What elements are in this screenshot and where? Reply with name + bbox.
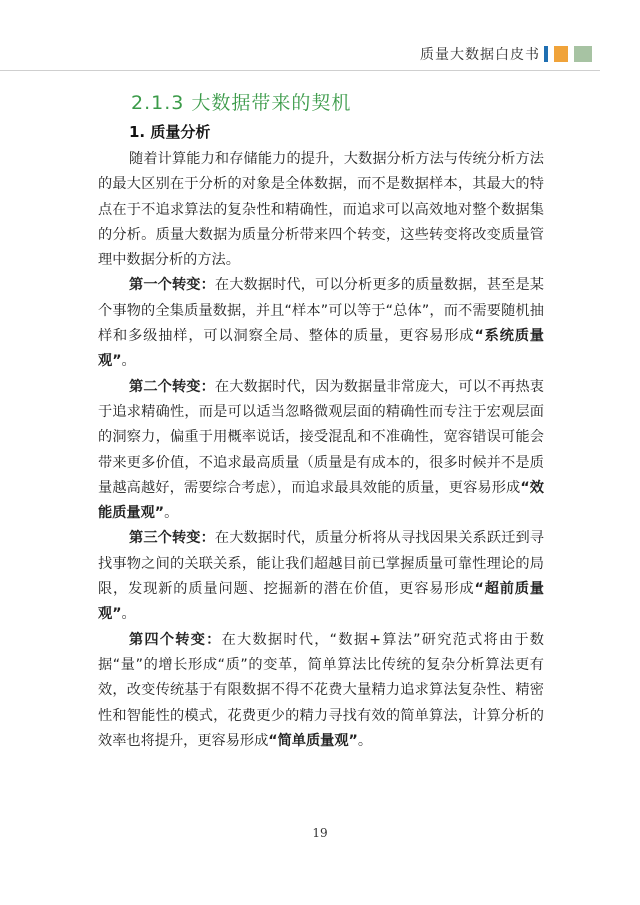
shift-emphasis: “超前质量观” [98, 581, 544, 623]
shift-text: 在大数据时代，质量分析将从寻找因果关系跃迁到寻找事物之间的关联关系，能让我们超越目前已掌握质量可靠性理论的局限，发现新的质量问题、挖掘新的潜在价值，更容易形成 [98, 530, 544, 598]
shift-label: 第二个转变： [129, 378, 215, 395]
blue-bar-decoration [544, 46, 548, 62]
subsection-title: 1. 质量分析 [129, 123, 211, 141]
shift-emphasis: “效能质量观” [98, 479, 544, 522]
body-text [98, 147, 544, 754]
shift-label: 第四个转变： [129, 631, 222, 648]
shift-label: 第一个转变： [129, 277, 215, 294]
shift-label: 第三个转变： [129, 530, 215, 547]
header-title: 质量大数据白皮书 [420, 47, 540, 63]
page-header [0, 0, 640, 72]
section-title: 2.1.3 大数据带来的契机 [131, 92, 352, 114]
shift-text: 在大数据时代，因为数据量非常庞大，可以不再热衷于追求精确性，而是可以适当忽略微观层面的精确性而专注于宏观层面的洞察力，偏重于用概率说话，接受混乱和不准确性，宽容错误可能会带来更多价值，不追求最高质量（质量是有成本的，很多时候并不是质量越高越好，需要综合考虑），而追求最具效能的质量，更容易形成 [98, 378, 544, 496]
shift-emphasis: “系统质量观” [98, 328, 544, 370]
shift-paragraph-2 [98, 375, 544, 527]
page-number: 19 [312, 826, 328, 840]
shift-paragraph-3 [98, 526, 544, 627]
shift-paragraph-4 [98, 628, 544, 754]
shift-text: 在大数据时代，可以分析更多的质量数据，甚至是某个事物的全集质量数据，并且“样本”可以等于“总体”，而不需要随机抽样和多级抽样，可以洞察全局、整体的质量，更容易形成 [98, 277, 544, 345]
shift-paragraph-1 [98, 273, 544, 374]
shift-text: 在大数据时代，“数据+算法”研究范式将由于数据“量”的增长形成“质”的变革，简单算法比传统的复杂分析算法更有效，改变传统基于有限数据不得不花费大量精力追求算法复杂性、精密性和智能性的模式，花费更少的精力寻找有效的简单算法，计算分析的效率也将提升，更容易形成 [98, 631, 544, 749]
intro-paragraph: 随着计算能力和存储能力的提升，大数据分析方法与传统分析方法的最大区别在于分析的对象是全体数据，而不是数据样本，其最大的特点在于不追求算法的复杂性和精确性，而追求可以高效地对整个数据集的分析。质量大数据为质量分析带来四个转变，这些转变将改变质量管理中数据分析的方法。 [98, 151, 544, 269]
shift-end: 。 [357, 732, 373, 749]
shift-end: 。 [121, 353, 136, 370]
shift-end: 。 [164, 505, 179, 522]
shift-emphasis: “简单质量观” [268, 732, 358, 749]
header-divider [0, 70, 600, 71]
shift-end: 。 [121, 606, 136, 623]
green-bar-decoration [574, 46, 592, 62]
orange-bar-decoration [554, 46, 568, 62]
